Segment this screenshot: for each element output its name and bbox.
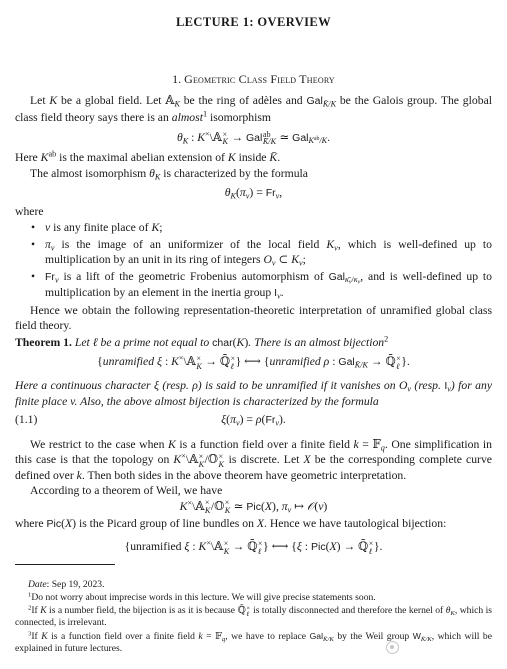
italic-run: ℓ — [257, 546, 262, 556]
list-item-text — [45, 221, 163, 234]
text-run: is discrete. Let — [224, 453, 304, 466]
italic-run: X — [264, 499, 273, 513]
superscript: × — [178, 353, 184, 363]
subscript — [219, 461, 224, 469]
text-run: }. — [401, 355, 410, 369]
italic-run: unramified ρ — [269, 355, 330, 369]
italic-run: q — [221, 636, 226, 644]
italic-run: K — [171, 355, 179, 369]
subscript — [231, 363, 236, 371]
text-run: × — [368, 539, 374, 549]
text-run: / — [351, 274, 354, 284]
italic-run: v — [275, 191, 280, 201]
small-caps-run: Geometric Class Field Theory — [184, 72, 335, 86]
italic-run: K̄/K — [262, 137, 277, 147]
italic-run: k — [353, 437, 359, 451]
text-run: is a lift of the geometric Frobenius automorphism of — [58, 269, 329, 283]
text-run: × — [396, 354, 401, 364]
bullet-list — [15, 220, 492, 302]
subscript — [421, 636, 432, 643]
text-run: , and is well-defined up to multiplication by an element in the inertia group — [45, 269, 492, 299]
italic-run: K — [40, 151, 49, 164]
bullet-marker — [31, 220, 35, 236]
italic-run: K — [236, 335, 245, 349]
footnote-3 — [15, 630, 492, 655]
page-title: LECTURE 1: OVERVIEW — [175, 15, 332, 29]
subscript — [323, 99, 336, 108]
italic-run: K — [182, 136, 189, 146]
text-run: } ⟷ { — [263, 540, 297, 554]
italic-run: K — [168, 437, 176, 451]
sans-run: Fr — [45, 270, 55, 283]
text-run: is the maximal abelian extension of — [56, 151, 228, 164]
subscript — [205, 507, 210, 515]
text-run: be the corresponding complete curve defined over — [15, 453, 492, 482]
italic-run: O — [398, 378, 408, 392]
italic-run: Date — [28, 579, 47, 591]
section-heading — [15, 72, 492, 88]
subscript — [323, 636, 334, 643]
italic-run: K — [49, 94, 58, 107]
list-item — [15, 220, 492, 236]
text-run: is a function field over a finite field — [175, 437, 354, 451]
text-run: ) → ℚ̄ — [336, 540, 369, 554]
italic-run: Here a continuous character ξ (resp. ρ) is said to be unramified if it vanishes on — [15, 378, 399, 392]
italic-run: K̄ — [269, 151, 278, 164]
footnote-1 — [15, 592, 492, 604]
text-run: × — [223, 539, 229, 549]
text-run: . — [277, 151, 281, 164]
italic-run: K — [198, 540, 207, 554]
text-run: is any finite place of — [50, 221, 152, 234]
sub-superscript-stack — [205, 499, 210, 515]
theorem-body — [15, 378, 492, 410]
kab-paragraph — [15, 150, 492, 166]
italic-run: κ̄ — [344, 274, 349, 284]
italic-run: K — [197, 130, 206, 144]
superscript: 2 — [384, 334, 389, 343]
superscript: 1 — [28, 591, 32, 599]
text-run: where — [15, 205, 44, 218]
italic-run: K — [41, 631, 48, 643]
text-run: , which is connected, is irrelevant. — [15, 605, 492, 629]
superscript: 2 — [28, 604, 32, 612]
sub-superscript-stack — [246, 606, 250, 619]
text-run: ( — [235, 185, 240, 199]
italic-run: 𝒪 — [306, 499, 315, 513]
bullet-marker — [31, 269, 35, 285]
italic-run: K — [308, 136, 314, 146]
text-run: = 𝔽 — [358, 437, 381, 451]
italic-run: K — [198, 459, 205, 469]
italic-run: π — [281, 499, 288, 513]
text-run: → ℚ̄ — [367, 355, 396, 369]
text-run: × — [222, 129, 228, 139]
text-run: Here — [15, 151, 41, 164]
text-run: {unramified — [124, 540, 185, 554]
text-run: \𝔸 — [192, 499, 205, 513]
restrict-paragraph — [15, 437, 492, 484]
text-run: The almost isomorphism — [30, 166, 150, 180]
sub-superscript-stack — [196, 355, 201, 371]
subscript — [263, 138, 276, 146]
text-run: ). — [279, 412, 286, 426]
subscript — [258, 548, 263, 556]
sans-run: Gal — [328, 270, 345, 283]
italic-run: K — [218, 459, 224, 469]
text-run: be the ring of adèles and — [179, 94, 307, 107]
sans-run: W — [412, 631, 421, 642]
italic-run: v — [50, 242, 55, 252]
text-run: ↦ — [291, 499, 307, 513]
subscript — [345, 275, 360, 284]
italic-run: ℓ — [368, 546, 373, 556]
text-run: , we have to replace — [225, 631, 310, 643]
bullet-marker — [31, 237, 35, 253]
italic-run: v — [299, 258, 303, 268]
text-run: × — [204, 498, 210, 508]
list-item — [15, 237, 492, 268]
text-run: inside — [235, 151, 270, 164]
text-run: is a number field, the bijection is as it is because ℚ̄ — [46, 605, 246, 617]
sans-run: Gal — [292, 131, 309, 144]
italic-run: K — [154, 171, 161, 181]
display-weil — [15, 499, 492, 515]
text-run: ) = — [249, 185, 266, 199]
text-run: ≃ — [276, 130, 293, 144]
text-run: isomorphism — [207, 110, 271, 124]
italic-run: ξ — [184, 540, 190, 554]
text-run: × — [224, 498, 230, 508]
italic-run: v — [271, 258, 276, 268]
sans-run: Fr — [265, 186, 276, 199]
text-run: ⊂ — [275, 253, 292, 266]
italic-run: q — [380, 442, 385, 452]
text-run: is characterized by the formula — [160, 166, 308, 180]
text-run: }. — [373, 540, 383, 554]
text-run: × — [198, 451, 204, 461]
italic-run: v — [275, 417, 280, 427]
italic-run: ℓ — [246, 611, 250, 619]
sans-run: char — [212, 336, 233, 349]
sans-run: Pic — [246, 500, 261, 513]
bold-run: Theorem 1. — [15, 335, 72, 349]
sans-run: Gal — [338, 356, 355, 369]
sans-run: Fr — [265, 413, 276, 426]
equation-label: (1.1) — [15, 412, 38, 426]
subscript — [355, 361, 368, 370]
sans-run: I — [444, 379, 448, 392]
text-run: /𝕆 — [210, 499, 225, 513]
subscript — [196, 363, 201, 371]
subscript — [199, 461, 204, 469]
text-run: × — [257, 539, 263, 549]
italic-run: K — [230, 191, 236, 201]
footnote-separator — [15, 564, 115, 565]
text-run: If — [31, 631, 42, 643]
text-run: ( — [325, 540, 330, 554]
sans-run: Gal — [306, 95, 323, 107]
italic-run: K̄/K — [322, 636, 334, 644]
text-run: × — [196, 354, 201, 364]
sans-run: I — [274, 287, 278, 299]
hence-paragraph — [15, 303, 492, 334]
text-run: } ⟷ { — [235, 355, 270, 369]
italic-run: unramified ξ — [102, 355, 163, 369]
italic-run: v — [54, 274, 59, 284]
intro-paragraph — [15, 93, 492, 125]
text-run: { — [97, 355, 103, 369]
text-run: \𝔸 — [209, 130, 222, 144]
footnote-2 — [15, 605, 492, 629]
italic-run: K — [40, 605, 47, 617]
weil-paragraph — [15, 483, 492, 499]
italic-run: v — [245, 191, 250, 201]
sans-run: Pic — [310, 541, 326, 554]
italic-run: k — [76, 468, 82, 482]
text-run: 𝔸 — [165, 94, 175, 107]
text-run: is a function field over a finite field — [47, 631, 199, 643]
italic-run: v — [287, 504, 292, 514]
text-run: = 𝔽 — [202, 631, 222, 643]
italic-run: K̄/K — [420, 636, 432, 644]
text-run: ( — [261, 499, 265, 513]
text-run: , — [279, 185, 283, 199]
list-item-text — [45, 238, 492, 267]
italic-run: θ — [176, 130, 183, 144]
italic-run: ξ — [296, 540, 302, 554]
text-run: : — [301, 540, 311, 554]
footnote-date — [15, 579, 492, 591]
italic-run: ℓ — [396, 361, 400, 371]
italic-run: v — [277, 291, 281, 301]
text-run: : — [189, 540, 199, 554]
text-run: Hence we obtain the following representation-theoretic interpretation of unramified global class field theory. — [15, 303, 492, 332]
text-run: \𝔸 — [185, 453, 199, 466]
italic-run: K — [223, 546, 230, 556]
text-run: ) — [244, 335, 249, 349]
text-run: ) — [323, 499, 328, 513]
display-bijection — [15, 353, 492, 371]
sub-superscript-stack — [258, 540, 263, 556]
italic-run: π — [230, 412, 236, 426]
subscript — [224, 548, 229, 556]
text-run: be the Galois group. The global class field theory says there is an — [15, 94, 493, 124]
text-run: According to a theorem of Weil, we have — [30, 484, 223, 497]
text-run: ) is the Picard group of line bundles on — [72, 516, 257, 530]
text-run: . Then both sides in the above theorem have geometric interpretation. — [81, 468, 407, 482]
italic-run: . There is an almost bijection — [248, 335, 385, 349]
text-run: ) = — [239, 412, 256, 426]
text-run: : — [329, 355, 339, 369]
superscript: × — [181, 451, 186, 461]
italic-run: θ — [224, 185, 231, 199]
superscript: 3 — [28, 630, 32, 638]
subscript — [309, 136, 328, 145]
italic-run: K — [326, 237, 335, 251]
italic-run: (resp. — [411, 378, 445, 392]
sub-superscript-stack — [219, 453, 224, 469]
text-run: , which will be explained in future lectures. — [15, 631, 492, 655]
sans-run: Pic — [46, 517, 62, 530]
italic-run: v — [318, 499, 324, 513]
superscript: ab — [48, 149, 57, 159]
picard-paragraph — [15, 516, 492, 533]
text-run: . — [327, 130, 331, 144]
watermark-logo-icon — [386, 641, 399, 654]
italic-run: κ — [353, 274, 358, 284]
text-run: be a global field. Let — [57, 94, 166, 107]
italic-run: K — [450, 610, 455, 618]
text-run: /𝕆 — [204, 453, 219, 466]
italic-run: Let ℓ be a prime not equal to — [71, 335, 213, 349]
text-run: , which is well-defined up to multiplication by an unit in its ring of integers — [45, 237, 492, 266]
sub-superscript-stack — [231, 355, 236, 371]
italic-run: K — [204, 506, 211, 516]
display-theta-formula — [15, 184, 492, 202]
text-run: is totally disconnected and therefore the kernel of — [250, 605, 446, 617]
text-run: . One simplification in this case is that the topology on — [15, 437, 493, 466]
italic-run: K — [222, 137, 228, 147]
text-run: ≃ — [230, 499, 247, 513]
italic-run: K — [224, 506, 231, 516]
italic-run: k — [198, 631, 203, 643]
text-run: × — [230, 354, 236, 364]
subscript — [246, 612, 250, 618]
italic-run: X — [303, 453, 311, 466]
text-run: : Sep 19, 2023. — [46, 579, 105, 591]
display-theta-isomorphism — [15, 129, 492, 147]
superscript: × — [187, 498, 193, 507]
italic-run: v — [235, 417, 240, 427]
italic-run: K — [173, 453, 182, 466]
text-run: ( — [226, 412, 231, 426]
sans-run: Gal — [309, 631, 323, 642]
italic-run: θ — [445, 605, 451, 617]
italic-run: K — [196, 361, 202, 371]
text-run: ; — [302, 253, 306, 266]
italic-run: ξ — [221, 412, 227, 426]
sub-superscript-stack — [263, 131, 276, 147]
italic-run: θ — [149, 166, 155, 180]
text-run: Do not worry about imprecise words in this lecture. We will give precise statements soon. — [31, 592, 376, 604]
italic-run: v — [45, 221, 51, 234]
text-run: ( — [314, 499, 319, 513]
text-run: ; — [159, 221, 163, 234]
superscript: × — [206, 538, 211, 548]
text-run: If — [31, 605, 41, 617]
text-run: → — [228, 130, 246, 144]
italic-run: almost — [171, 110, 203, 124]
italic-run: K̄/K — [354, 360, 368, 370]
text-run: ( — [232, 335, 237, 349]
text-run: \𝔸 — [183, 355, 196, 369]
superscript: ab — [313, 136, 320, 143]
text-run: ( — [261, 412, 266, 426]
italic-run: ℓ — [230, 361, 234, 371]
superscript: × — [205, 129, 210, 139]
text-run: where — [15, 516, 47, 530]
italic-run: X — [256, 516, 264, 530]
text-run: × — [246, 604, 251, 612]
sub-superscript-stack — [199, 453, 204, 469]
italic-run: v — [348, 279, 352, 286]
text-run: ), — [272, 499, 282, 513]
italic-run: K — [174, 99, 180, 109]
theorem-statement — [15, 335, 492, 352]
text-run: ab — [262, 129, 271, 139]
characterization-paragraph — [15, 166, 492, 182]
subscript — [225, 507, 230, 515]
italic-run: K — [227, 151, 236, 164]
superscript: 1 — [202, 109, 208, 118]
italic-run: O — [263, 253, 272, 266]
text-run: is the image of an uniformizer of the local field — [54, 237, 327, 251]
equation-1-1 — [15, 412, 492, 429]
text-run: . Hence we have tautological bijection: — [263, 516, 447, 530]
text-run: \𝔸 — [210, 540, 224, 554]
italic-run: /K — [319, 136, 328, 146]
italic-run: v — [357, 279, 361, 286]
text-run: : — [162, 355, 172, 369]
text-run: . — [280, 286, 284, 299]
italic-run: K — [179, 499, 188, 513]
list-item-text — [45, 270, 492, 300]
list-item — [15, 269, 492, 302]
sub-superscript-stack — [224, 540, 229, 556]
equation-formula — [221, 413, 286, 426]
italic-run: K — [151, 221, 160, 234]
italic-run: π — [45, 237, 51, 251]
where-paragraph — [15, 204, 492, 220]
display-tautological-bijection — [15, 538, 492, 556]
italic-run: v — [407, 383, 412, 393]
sans-run: Gal — [245, 131, 263, 144]
text-run: by the Weil group — [333, 631, 413, 643]
lecture-page — [0, 14, 507, 669]
text-run: → ℚ̄ — [229, 540, 258, 554]
italic-run: ρ — [255, 412, 262, 426]
text-run: We restrict to the case when — [30, 437, 169, 451]
subscript — [369, 548, 374, 556]
italic-run: v — [334, 242, 338, 252]
text-run: 1. — [172, 72, 185, 86]
text-run: → ℚ̄ — [202, 355, 231, 369]
text-run: Let — [30, 94, 50, 107]
italic-run: π — [239, 185, 246, 199]
italic-run: X — [329, 540, 337, 554]
footnotes — [15, 579, 492, 655]
sub-superscript-stack — [225, 499, 230, 515]
italic-run: K̄/K — [322, 99, 337, 109]
sub-superscript-stack — [369, 540, 374, 556]
italic-run: ) for any finite place v. Also, the above almost bijection is characterized by the formula — [15, 378, 493, 408]
text-run: : — [188, 130, 198, 144]
italic-run: v — [447, 383, 451, 393]
text-run: ( — [61, 516, 65, 530]
italic-run: K — [291, 253, 299, 266]
italic-run: X — [65, 516, 73, 530]
text-run: × — [218, 451, 224, 461]
